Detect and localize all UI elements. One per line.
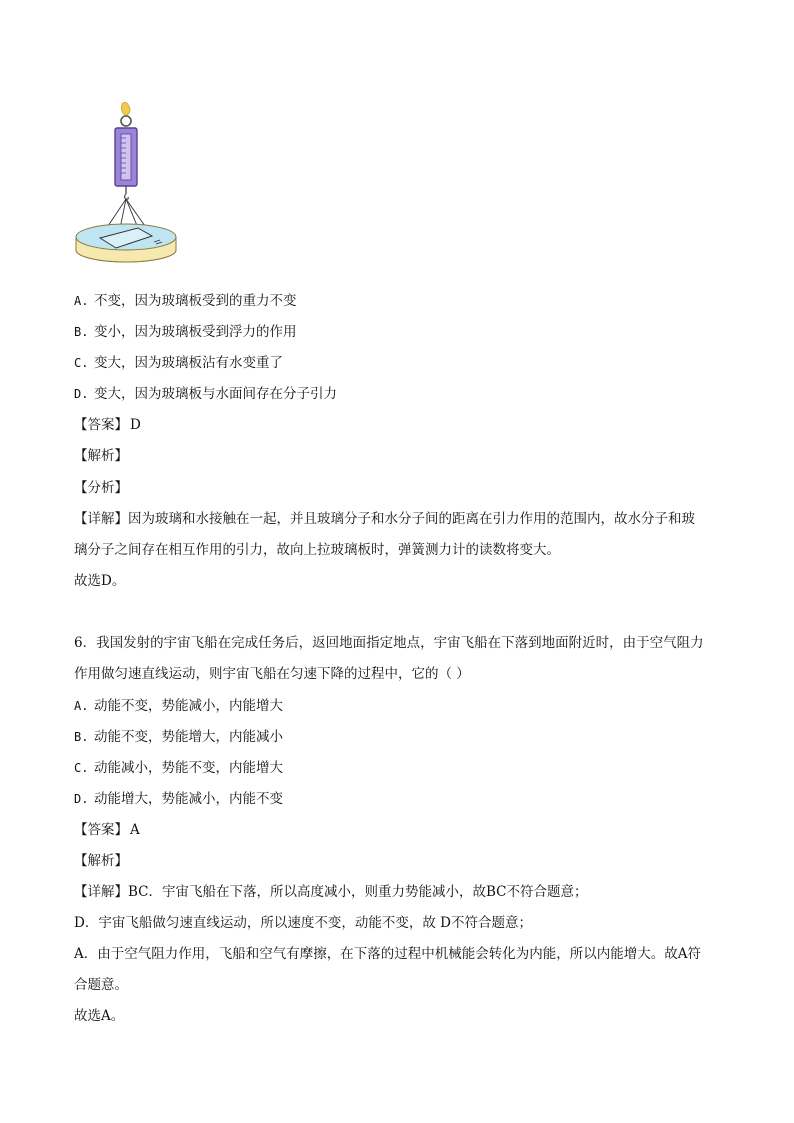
q6-conclusion: 故选A。 [74,1008,125,1024]
option-text: 变大，因为玻璃板与水面间存在分子引力 [94,386,337,402]
answer-value: D [130,417,141,433]
detail-text: 因为玻璃和水接触在一起，并且玻璃分子和水分子间的距离在引力作用的范围内，故水分子和玻 [128,511,695,527]
option-label: A. [74,699,89,713]
option-text: 变大，因为玻璃板沾有水变重了 [94,355,283,371]
q5-option-c [74,353,283,373]
option-text: 变小，因为玻璃板受到浮力的作用 [94,324,297,340]
option-label: A. [74,294,89,308]
q6-option-c [74,758,283,778]
q6-option-b [74,727,283,747]
option-label: C. [74,761,89,775]
option-text: 动能不变，势能减小，内能增大 [94,698,283,714]
option-text: 不变，因为玻璃板受到的重力不变 [94,293,297,309]
q5-option-b [74,322,297,342]
q5-fenxi-tag: 【分析】 [74,480,128,496]
option-label: B. [74,730,89,744]
option-label: D. [74,387,89,401]
option-text: 动能减小，势能不变，内能增大 [94,760,283,776]
top-flame-shape [122,102,131,116]
detail-tag: 【详解】 [74,511,128,527]
option-label: C. [74,356,89,370]
q6-analysis-tag: 【解析】 [74,853,128,869]
q5-conclusion: 故选D。 [74,573,126,589]
q6-option-a [74,696,283,716]
option-text: 动能增大，势能减小，内能不变 [94,791,283,807]
detail-text: BC．宇宙飞船在下落，所以高度减小，则重力势能减小，故BC不符合题意； [128,884,588,900]
q6-stem-line-2: 作用做匀速直线运动，则宇宙飞船在匀速下降的过程中，它的（ ） [74,666,470,682]
q6-detail-line-4: 合题意。 [74,977,128,993]
q5-detail-line-1 [74,509,695,529]
option-label: D. [74,792,89,806]
q5-option-a [74,291,297,311]
scale-hook [125,194,129,199]
q6-option-d [74,789,283,809]
spring-scale-illustration [74,100,178,276]
q5-analysis-tag: 【解析】 [74,448,128,464]
q6-answer [74,820,140,840]
answer-tag: 【答案】 [74,417,128,433]
detail-tag: 【详解】 [74,884,128,900]
q5-answer [74,415,141,435]
q6-detail-line-1 [74,882,588,902]
answer-value: A [130,822,140,838]
q6-detail-line-3: A．由于空气阻力作用，飞船和空气有摩擦，在下落的过程中机械能会转化为内能，所以内能增大。故A符 [74,946,701,962]
q5-option-d [74,384,337,404]
q6-stem-line-1: 6．我国发射的宇宙飞船在完成任务后，返回地面指定地点，宇宙飞船在下落到地面附近时，由于空气阻力 [74,635,704,651]
spring-scale-figure [74,100,178,276]
option-label: B. [74,325,89,339]
hook-ring [121,116,131,126]
q5-detail-line-2: 璃分子之间存在相互作用的引力，故向上拉玻璃板时，弹簧测力计的读数将变大。 [74,542,560,558]
option-text: 动能不变，势能增大，内能减小 [94,729,283,745]
answer-tag: 【答案】 [74,822,128,838]
q6-detail-line-2: D．宇宙飞船做匀速直线运动，所以速度不变，动能不变，故 D不符合题意； [74,915,532,931]
